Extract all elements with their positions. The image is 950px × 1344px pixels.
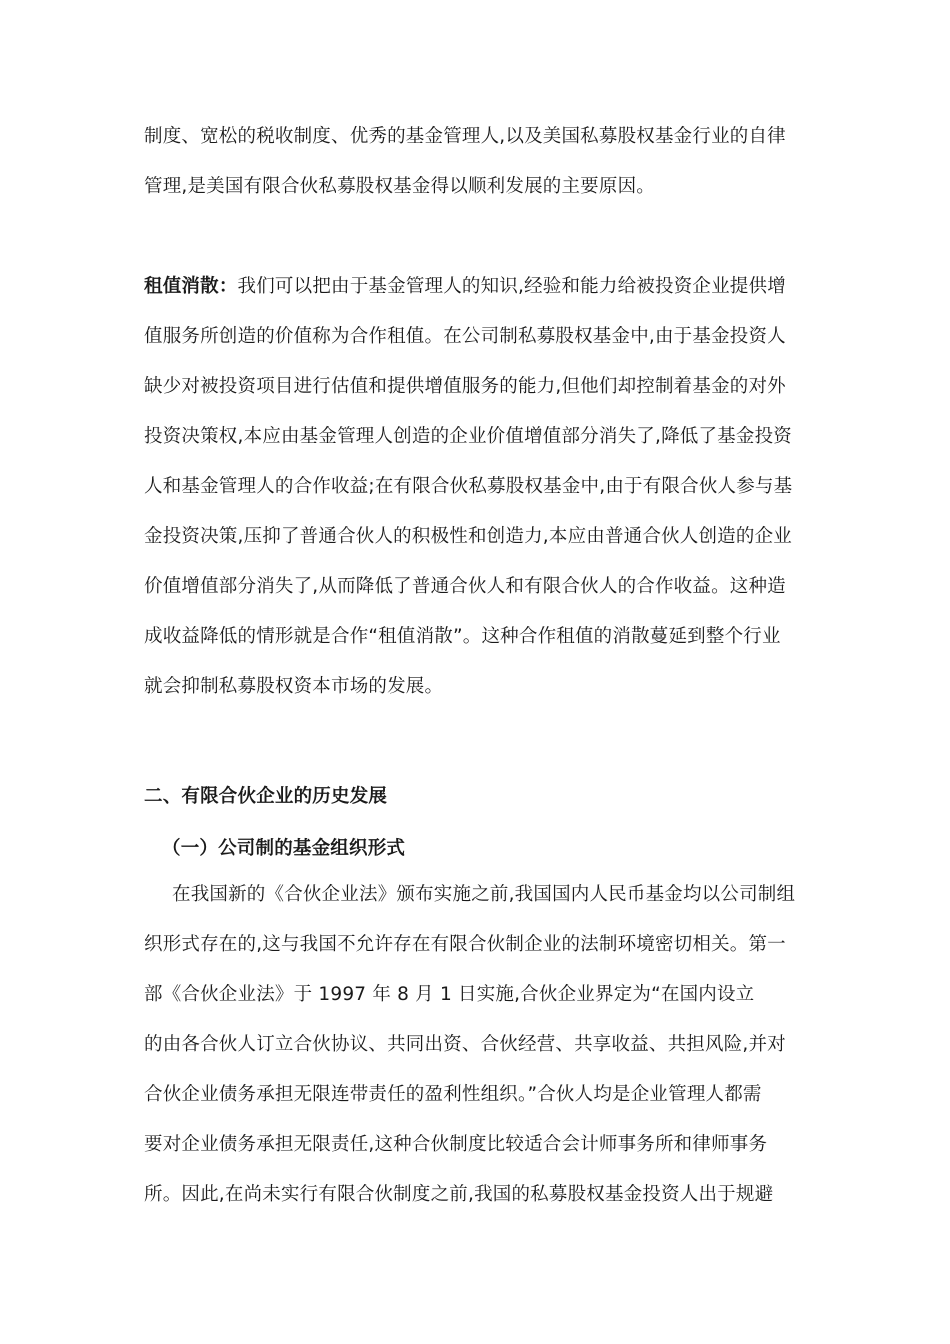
paragraph-2-line-3: 缺少对被投资项目进行估值和提供增值服务的能力,但他们却控制着基金的对外: [144, 376, 786, 397]
paragraph-2-line-7: 价值增值部分消失了,从而降低了普通合伙人和有限合伙人的合作收益。这种造: [144, 576, 786, 597]
paragraph-2-line-6: 金投资决策,压抑了普通合伙人的积极性和创造力,本应由普通合伙人创造的企业: [144, 526, 792, 547]
paragraph-2-line-5: 人和基金管理人的合作收益;在有限合伙私募股权基金中,由于有限合伙人参与基: [144, 476, 793, 497]
section-heading: 二、有限合伙企业的历史发展: [144, 786, 388, 807]
paragraph-3-line-1: 在我国新的《合伙企业法》颁布实施之前,我国国内人民币基金均以公司制组: [172, 884, 796, 905]
paragraph-3-line-2: 织形式存在的,这与我国不允许存在有限合伙制企业的法制环境密切相关。第一: [144, 934, 786, 955]
paragraph-2-line-2: 值服务所创造的价值称为合作租值。在公司制私募股权基金中,由于基金投资人: [144, 326, 786, 347]
term-rent-dissipation: 租值消散: [144, 276, 219, 297]
paragraph-2-line-1-text: 我们可以把由于基金管理人的知识,经验和能力给被投资企业提供增: [237, 276, 786, 297]
term-colon: ：: [218, 276, 238, 297]
paragraph-3-line-5: 合伙企业债务承担无限连带责任的盈利性组织。”合伙人均是企业管理人都需: [144, 1084, 762, 1105]
paragraph-2-line-9: 就会抑制私募股权资本市场的发展。: [144, 676, 444, 697]
paragraph-2-line-4: 投资决策权,本应由基金管理人创造的企业价值增值部分消失了,降低了基金投资: [144, 426, 792, 447]
paragraph-2-line-8: 成收益降低的情形就是合作“租值消散”。这种合作租值的消散蔓延到整个行业: [144, 626, 781, 647]
paragraph-2-line-1: [144, 274, 786, 300]
paragraph-3-line-3: 部《合伙企业法》于 1997 年 8 月 1 日实施,合伙企业界定为“在国内设立: [144, 984, 755, 1005]
paragraph-3-line-7: 所。因此,在尚未实行有限合伙制度之前,我国的私募股权基金投资人出于规避: [144, 1184, 774, 1205]
paragraph-3-line-4: 的由各合伙人订立合伙协议、共同出资、合伙经营、共享收益、共担风险,并对: [144, 1034, 786, 1055]
section-subheading: （一）公司制的基金组织形式: [162, 838, 406, 859]
paragraph-1-line-2: 管理,是美国有限合伙私募股权基金得以顺利发展的主要原因。: [144, 176, 655, 197]
paragraph-1-line-1: 制度、宽松的税收制度、优秀的基金管理人,以及美国私募股权基金行业的自律: [144, 126, 786, 147]
paragraph-3-line-6: 要对企业债务承担无限责任,这种合伙制度比较适合会计师事务所和律师事务: [144, 1134, 768, 1155]
